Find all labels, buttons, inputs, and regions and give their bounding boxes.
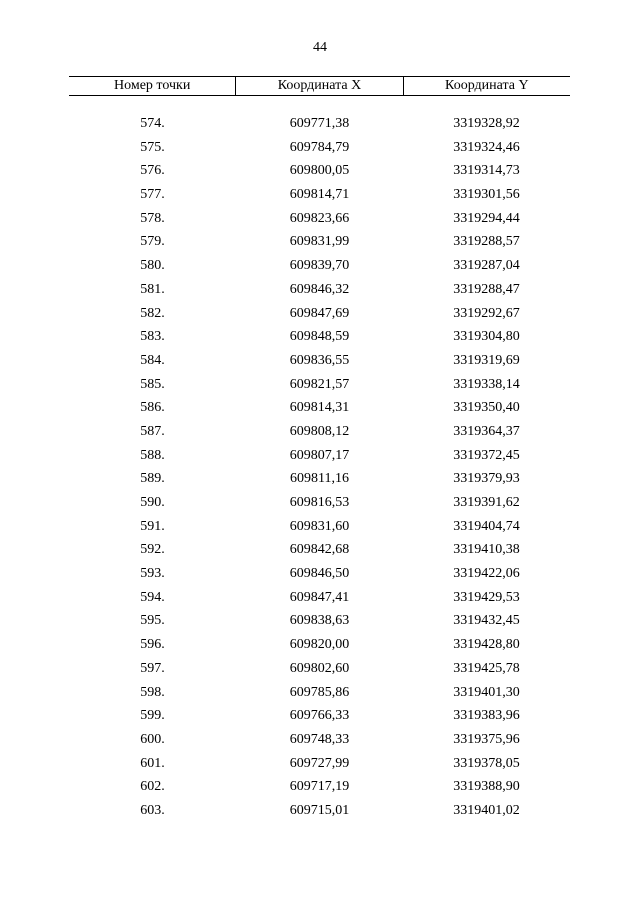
- coordinate-y-cell: 3319379,93: [453, 471, 520, 487]
- table-row: [69, 159, 570, 183]
- coordinate-x-cell: 609727,99: [289, 755, 350, 771]
- coordinate-x-cell: 609748,33: [289, 731, 350, 747]
- table-row: [69, 349, 570, 373]
- table-row: [69, 467, 570, 491]
- coordinate-x-cell: 609802,60: [289, 660, 350, 676]
- coordinate-y-cell: 3319294,44: [453, 210, 520, 226]
- table-row: [69, 136, 570, 160]
- point-number-cell: 587.: [140, 423, 165, 439]
- point-number-cell: 597.: [140, 660, 165, 676]
- coordinate-x-cell: 609847,41: [289, 589, 350, 605]
- point-number-cell: 583.: [140, 329, 165, 345]
- coordinate-x-cell: 609717,19: [289, 779, 350, 795]
- table-body: [69, 112, 570, 823]
- coordinate-y-cell: 3319292,67: [453, 305, 520, 321]
- point-number-cell: 603.: [140, 802, 165, 818]
- table-row: [69, 657, 570, 681]
- point-number-cell: 574.: [140, 116, 165, 131]
- coordinate-x-cell: 609800,05: [289, 163, 350, 179]
- coordinate-x-cell: 609831,99: [289, 234, 350, 250]
- coordinate-x-cell: 609831,60: [289, 518, 350, 534]
- column-header-coordinate-y: Координата Y: [403, 77, 570, 95]
- table-row: [69, 302, 570, 326]
- table-row: [69, 728, 570, 752]
- table-row: [69, 112, 570, 136]
- point-number-cell: 593.: [140, 566, 165, 582]
- table-row: [69, 799, 570, 823]
- coordinate-y-cell: 3319391,62: [453, 495, 520, 510]
- coordinate-x-cell: 609842,68: [289, 542, 350, 558]
- coordinate-y-cell: 3319410,38: [453, 542, 520, 558]
- table-row: [69, 396, 570, 420]
- table-row: [69, 704, 570, 728]
- table-row: [69, 420, 570, 444]
- table-row: [69, 254, 570, 278]
- coordinate-y-cell: 3319319,69: [453, 352, 520, 368]
- coordinate-y-cell: 3319383,96: [453, 708, 520, 724]
- point-number-cell: 581.: [140, 281, 165, 297]
- table-row: [69, 752, 570, 776]
- page-number: 44: [313, 40, 327, 55]
- table-row: [69, 373, 570, 397]
- coordinate-y-cell: 3319432,45: [453, 613, 520, 629]
- coordinate-y-cell: 3319401,02: [453, 802, 520, 818]
- coordinate-y-cell: 3319288,57: [453, 234, 520, 250]
- table-row: [69, 230, 570, 254]
- table-header: [69, 76, 570, 96]
- table-row: [69, 444, 570, 468]
- coordinate-x-cell: 609839,70: [289, 258, 350, 274]
- coordinate-y-cell: 3319350,40: [453, 400, 520, 416]
- table-row: [69, 586, 570, 610]
- point-number-cell: 591.: [140, 518, 165, 534]
- table-row: [69, 562, 570, 586]
- point-number-cell: 575.: [140, 139, 165, 155]
- column-header-coordinate-x: Координата X: [235, 77, 402, 95]
- point-number-cell: 578.: [140, 210, 165, 226]
- coordinate-x-cell: 609848,59: [289, 329, 350, 345]
- coordinate-y-cell: 3319404,74: [453, 518, 520, 534]
- coordinate-x-cell: 609807,17: [289, 447, 350, 463]
- coordinate-y-cell: 3319338,14: [453, 376, 520, 392]
- coordinate-y-cell: 3319301,56: [453, 187, 520, 203]
- coordinates-table: [69, 76, 570, 823]
- coordinate-y-cell: 3319388,90: [453, 779, 520, 795]
- coordinate-y-cell: 3319324,46: [453, 139, 520, 155]
- point-number-cell: 586.: [140, 400, 165, 416]
- point-number-cell: 600.: [140, 731, 165, 747]
- coordinate-y-cell: 3319314,73: [453, 163, 520, 179]
- point-number-cell: 592.: [140, 542, 165, 558]
- point-number-cell: 576.: [140, 163, 165, 179]
- coordinate-x-cell: 609816,53: [289, 495, 350, 510]
- point-number-cell: 582.: [140, 305, 165, 321]
- point-number-cell: 602.: [140, 779, 165, 795]
- coordinate-y-cell: 3319425,78: [453, 660, 520, 676]
- coordinate-x-cell: 609808,12: [289, 423, 350, 439]
- table-row: [69, 278, 570, 302]
- table-row: [69, 515, 570, 539]
- coordinate-x-cell: 609846,32: [289, 281, 350, 297]
- coordinate-x-cell: 609811,16: [290, 471, 349, 487]
- table-row: [69, 538, 570, 562]
- coordinate-x-cell: 609821,57: [289, 376, 350, 392]
- table-row: [69, 681, 570, 705]
- point-number-cell: 595.: [140, 613, 165, 629]
- point-number-cell: 580.: [140, 258, 165, 274]
- coordinate-x-cell: 609846,50: [289, 566, 350, 582]
- point-number-cell: 590.: [140, 495, 165, 510]
- coordinate-x-cell: 609814,31: [289, 400, 350, 416]
- coordinate-y-cell: 3319375,96: [453, 731, 520, 747]
- coordinate-x-cell: 609784,79: [289, 139, 350, 155]
- coordinate-x-cell: 609836,55: [289, 352, 350, 368]
- coordinate-y-cell: 3319304,80: [453, 329, 520, 345]
- table-row: [69, 775, 570, 799]
- point-number-cell: 596.: [140, 637, 165, 653]
- coordinate-x-cell: 609838,63: [289, 613, 350, 629]
- coordinate-y-cell: 3319422,06: [453, 566, 520, 582]
- coordinate-x-cell: 609766,33: [289, 708, 350, 724]
- point-number-cell: 579.: [140, 234, 165, 250]
- point-number-cell: 598.: [140, 684, 165, 700]
- table-row: [69, 491, 570, 515]
- coordinate-x-cell: 609785,86: [289, 684, 350, 700]
- coordinate-y-cell: 3319328,92: [453, 116, 520, 131]
- coordinate-y-cell: 3319429,53: [453, 589, 520, 605]
- coordinate-y-cell: 3319401,30: [453, 684, 520, 700]
- point-number-cell: 589.: [140, 471, 165, 487]
- table-row: [69, 609, 570, 633]
- coordinate-x-cell: 609814,71: [289, 187, 350, 203]
- coordinate-y-cell: 3319364,37: [453, 423, 520, 439]
- point-number-cell: 594.: [140, 589, 165, 605]
- table-row: [69, 633, 570, 657]
- coordinate-y-cell: 3319287,04: [453, 258, 520, 274]
- table-row: [69, 183, 570, 207]
- coordinate-y-cell: 3319428,80: [453, 637, 520, 653]
- coordinate-x-cell: 609715,01: [289, 802, 350, 818]
- coordinate-y-cell: 3319288,47: [453, 281, 520, 297]
- coordinate-y-cell: 3319378,05: [453, 755, 520, 771]
- coordinate-x-cell: 609771,38: [289, 116, 350, 131]
- point-number-cell: 599.: [140, 708, 165, 724]
- table-row: [69, 207, 570, 231]
- coordinate-x-cell: 609823,66: [289, 210, 350, 226]
- point-number-cell: 577.: [140, 187, 165, 203]
- point-number-cell: 584.: [140, 352, 165, 368]
- column-header-point-number: Номер точки: [114, 78, 191, 93]
- table-row: [69, 325, 570, 349]
- point-number-cell: 585.: [140, 376, 165, 392]
- point-number-cell: 601.: [140, 755, 165, 771]
- coordinate-y-cell: 3319372,45: [453, 447, 520, 463]
- coordinate-x-cell: 609847,69: [289, 305, 350, 321]
- coordinate-x-cell: 609820,00: [289, 637, 350, 653]
- point-number-cell: 588.: [140, 447, 165, 463]
